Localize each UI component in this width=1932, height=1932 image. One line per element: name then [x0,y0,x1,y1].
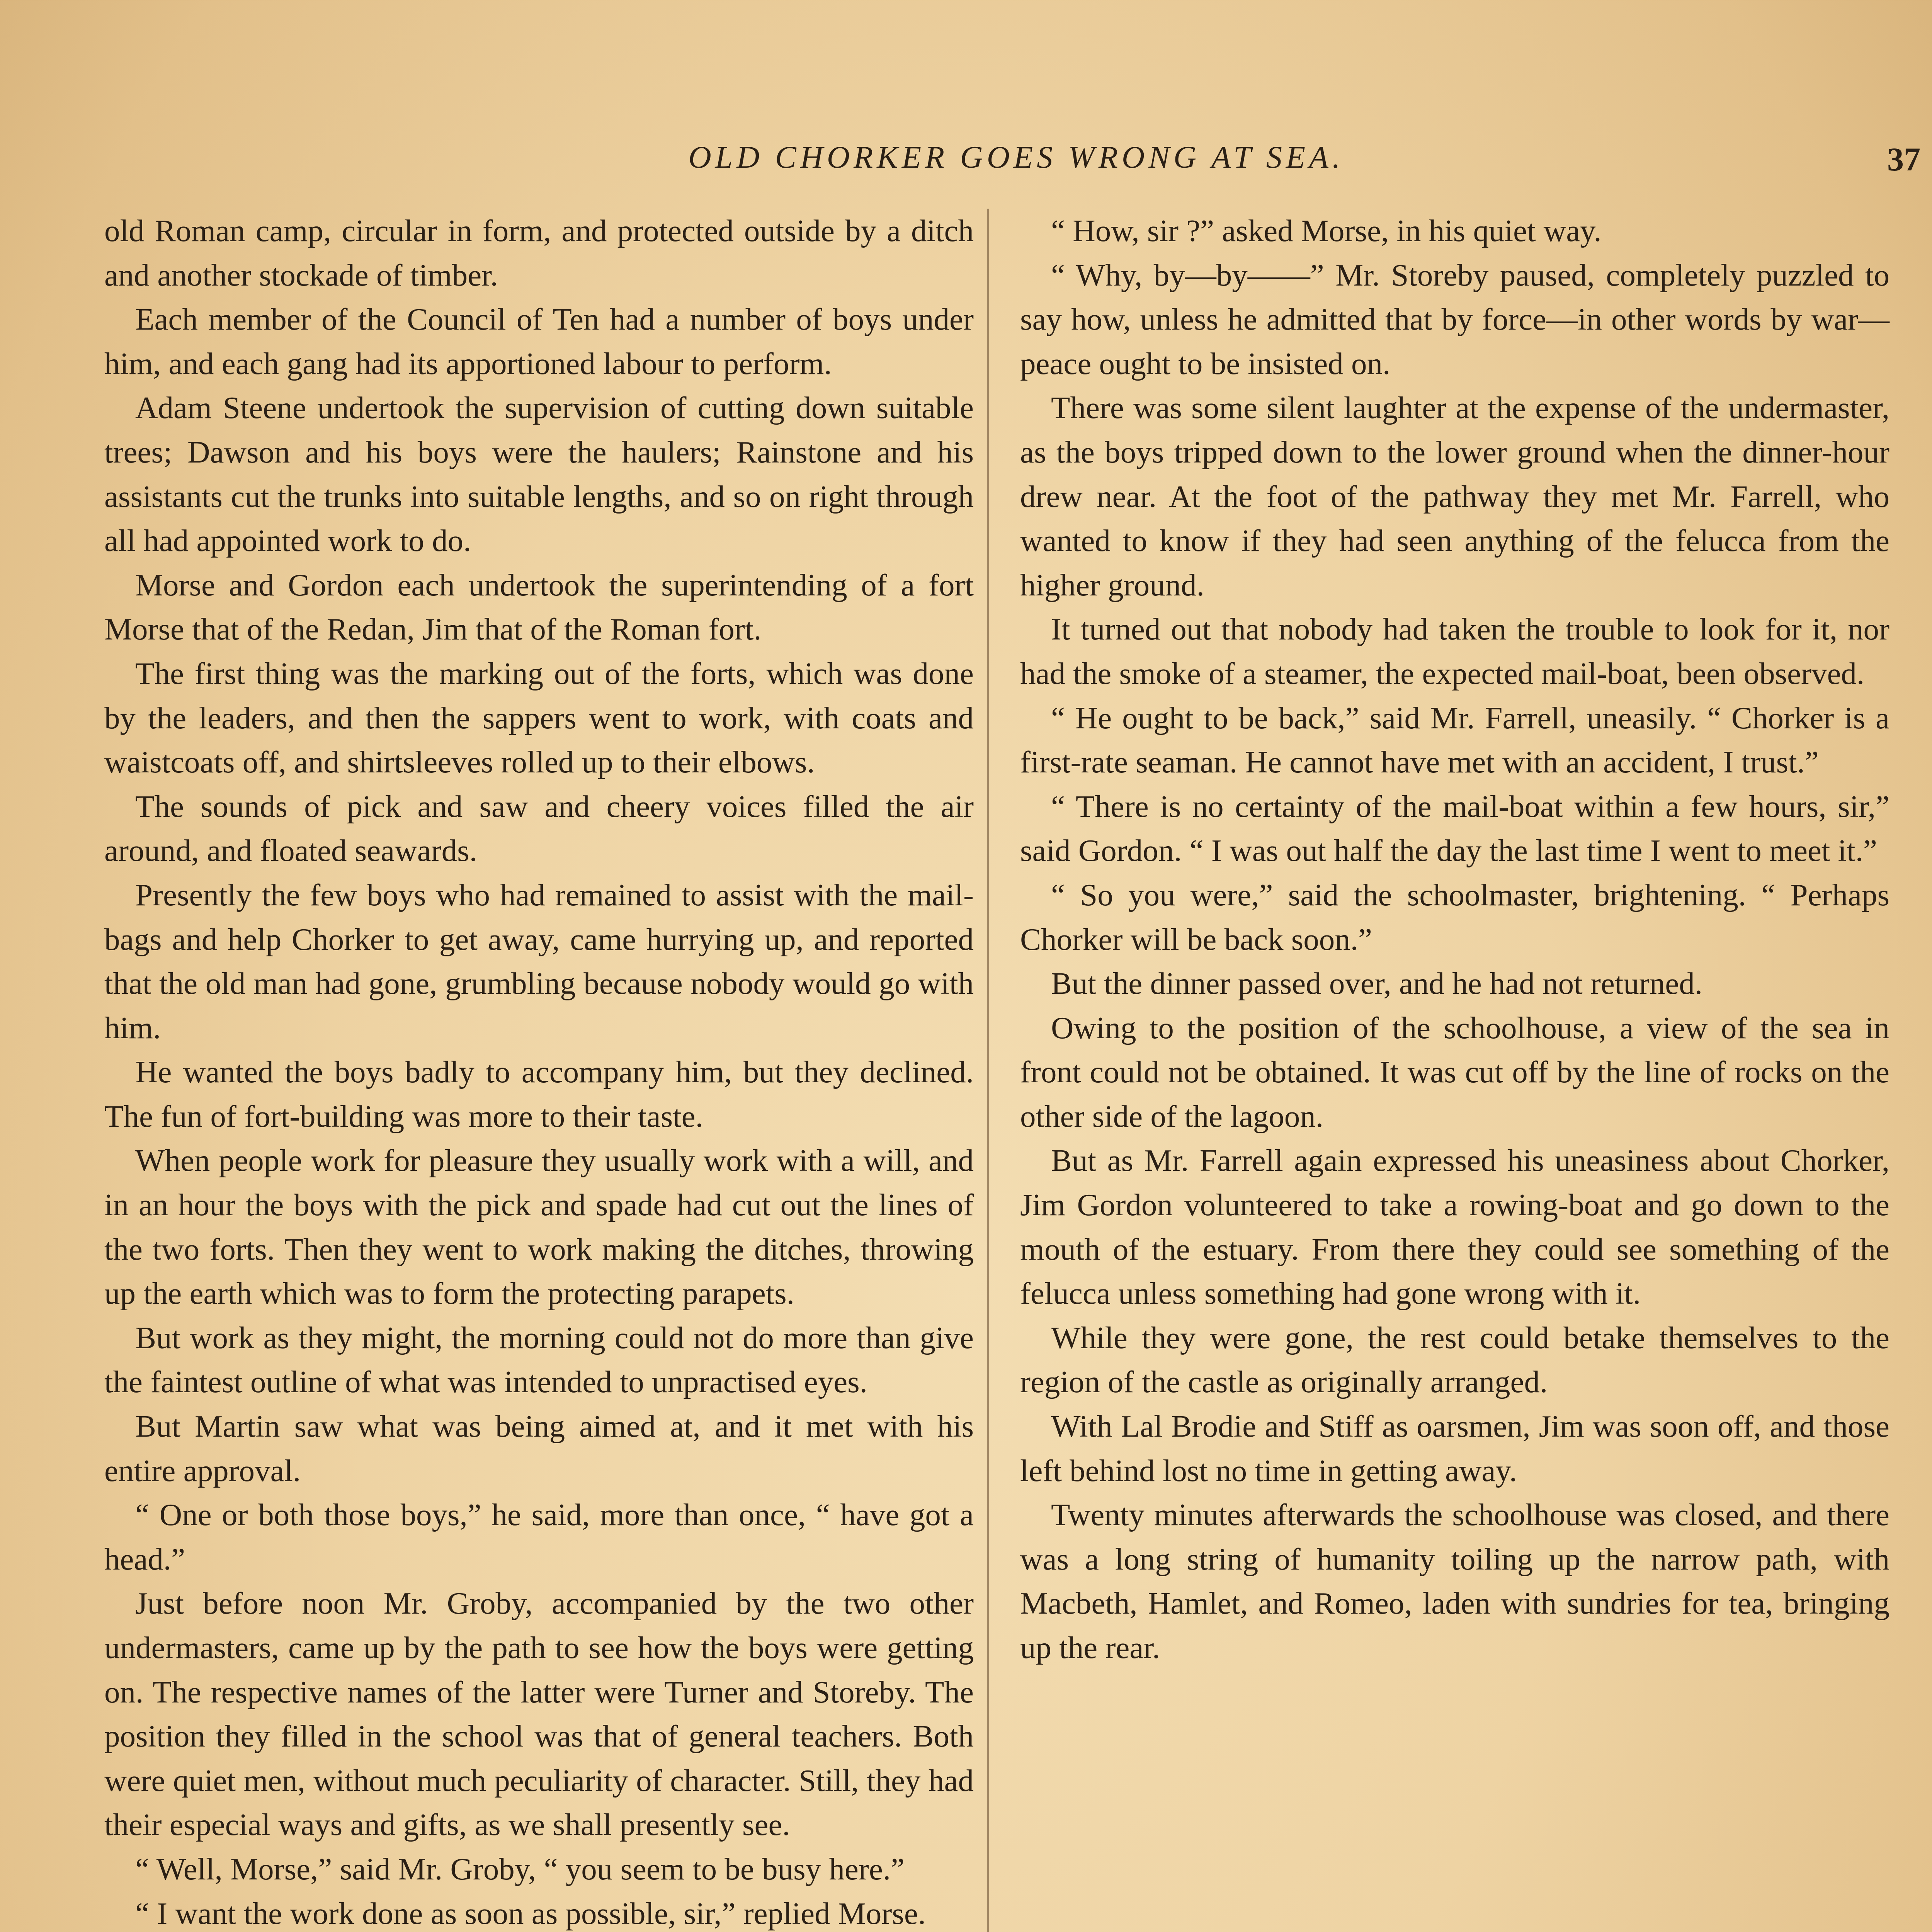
paragraph: old Roman camp, circular in form, and protected outside by a ditch and another stockade of timber. [104,213,974,293]
paragraph: The sounds of pick and saw and cheery voices filled the air around, and floated seawards. [104,789,974,868]
column-divider [987,209,989,1932]
paragraph: Just before noon Mr. Groby, accompanied by the two other undermasters, came up by the path to see how the boys were getting on. The respective names of the latter were Turner and Storeby. The position they filled in the school was that of general teachers. Both were quiet men, without much peculiarity of character. Still, they had their especial ways and gifts, as we shall presently see. [104,1586,974,1842]
left-column [104,209,974,1932]
page-number: 37 [1887,141,1920,178]
paragraph: Morse and Gordon each undertook the superintending of a fort Morse that of the Redan, Jim that of the Roman fort. [104,567,974,647]
paragraph: There was some silent laughter at the expense of the undermaster, as the boys tripped down to the lower ground when the dinner-hour drew near. At the foot of the pathway they met Mr. Farrell, who wanted to know if they had seen anything of the felucca from the higher ground. [1020,390,1889,602]
paragraph: “ How, sir ?” asked Morse, in his quiet way. [1051,213,1602,248]
paragraph: “ Why, by—by——” Mr. Storeby paused, completely puzzled to say how, unless he admitted that by force—in other words by war—peace ought to be insisted on. [1020,257,1889,381]
paragraph: He wanted the boys badly to accompany him, but they declined. The fun of fort-building was more to their taste. [104,1054,974,1134]
paragraph: “ One or both those boys,” he said, more than once, “ have got a head.” [104,1497,974,1577]
paragraph: The first thing was the marking out of the forts, which was done by the leaders, and then the sappers went to work, with coats and waistcoats off, and shirtsleeves rolled up to their elbows. [104,656,974,780]
paragraph: Owing to the position of the schoolhouse, a view of the sea in front could not be obtained. It was cut off by the line of rocks on the other side of the lagoon. [1020,1010,1889,1134]
paragraph: But the dinner passed over, and he had not returned. [1051,966,1703,1001]
paragraph: But as Mr. Farrell again expressed his uneasiness about Chorker, Jim Gordon volunteered to take a rowing-boat and go down to the mouth of the estuary. From there they could see something of the felucca unless something had gone wrong with it. [1020,1143,1889,1311]
paragraph: But work as they might, the morning could not do more than give the faintest outline of what was intended to unpractised eyes. [104,1320,974,1400]
running-title: OLD CHORKER GOES WRONG AT SEA. [688,139,1344,175]
paragraph: “ I want the work done as soon as possible, sir,” replied Morse. [135,1896,926,1931]
right-column [1020,209,1889,1670]
paragraph: It turned out that nobody had taken the trouble to look for it, nor had the smoke of a steamer, the expected mail-boat, been observed. [1020,612,1889,691]
paragraph: With Lal Brodie and Stiff as oarsmen, Jim was soon off, and those left behind lost no time in getting away. [1020,1409,1889,1488]
paragraph: Adam Steene undertook the supervision of cutting down suitable trees; Dawson and his boys were the haulers; Rainstone and his assistants cut the trunks into suitable lengths, and so on right through all had appointed work to do. [104,390,974,558]
paragraph: “ So you were,” said the schoolmaster, brightening. “ Perhaps Chorker will be back soon.” [1020,877,1889,957]
paragraph: When people work for pleasure they usually work with a will, and in an hour the boys with the pick and spade had cut out the lines of the two forts. Then they went to work making the ditches, throwing up the earth which was to form the protecting parapets. [104,1143,974,1311]
paragraph: “ He ought to be back,” said Mr. Farrell, uneasily. “ Chorker is a first-rate seaman. He cannot have met with an accident, I trust.” [1020,700,1889,780]
paragraph: “ Well, Morse,” said Mr. Groby, “ you seem to be busy here.” [135,1851,905,1886]
paragraph: While they were gone, the rest could betake themselves to the region of the castle as originally arranged. [1020,1320,1889,1400]
paragraph: Presently the few boys who had remained to assist with the mail-bags and help Chorker to get away, came hurrying up, and reported that the old man had gone, grumbling because nobody would go with him. [104,877,974,1045]
paragraph: But Martin saw what was being aimed at, and it met with his entire approval. [104,1409,974,1488]
paragraph: Each member of the Council of Ten had a number of boys under him, and each gang had its apportioned labour to perform. [104,302,974,381]
paragraph: “ There is no certainty of the mail-boat within a few hours, sir,” said Gordon. “ I was out half the day the last time I went to meet it.” [1020,789,1889,868]
paragraph: Twenty minutes afterwards the schoolhouse was closed, and there was a long string of humanity toiling up the narrow path, with Macbeth, Hamlet, and Romeo, laden with sundries for tea, bringing up the rear. [1020,1497,1889,1665]
